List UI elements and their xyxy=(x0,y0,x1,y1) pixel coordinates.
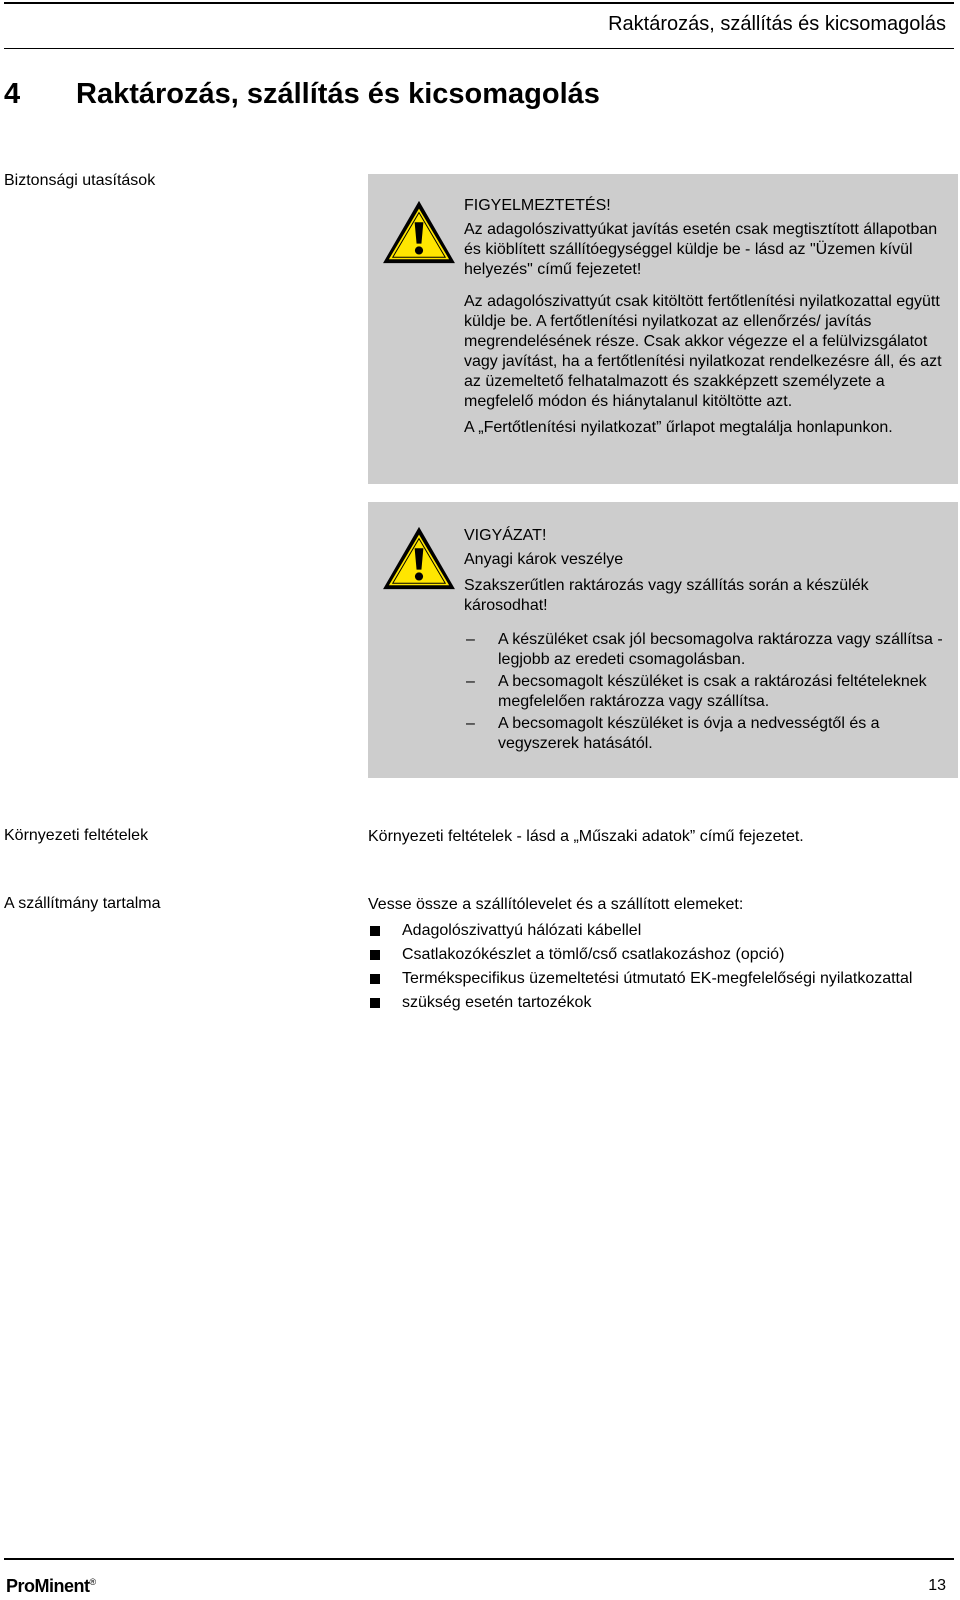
chapter-number: 4 xyxy=(4,78,21,110)
header-rule xyxy=(4,48,954,49)
prominent-logo: ProMinent® xyxy=(6,1576,96,1596)
caution-content xyxy=(464,526,944,756)
square-bullet-icon xyxy=(370,950,380,960)
list-item: Termékspecifikus üzemeltetési útmutató EK-megfelelőségi nyilatkozattal xyxy=(368,969,948,989)
warning-content xyxy=(464,196,944,444)
square-bullet-icon xyxy=(370,974,380,984)
warning-box xyxy=(368,174,958,484)
caution-subtitle: Anyagi károk veszélye xyxy=(464,551,624,568)
caution-box xyxy=(368,502,958,778)
list-item: – A becsomagolt készüléket is csak a raktározási feltételeknek megfelelően raktározza vagy szállítsa. xyxy=(464,672,944,712)
delivery-list xyxy=(368,921,948,1017)
caution-list xyxy=(464,630,944,754)
side-label-safety: Biztonsági utasítások xyxy=(4,172,156,189)
list-item: Adagolószivattyú hálózati kábellel xyxy=(368,921,948,941)
chapter-title xyxy=(4,78,600,111)
square-bullet-icon xyxy=(370,998,380,1008)
running-header: Raktározás, szállítás és kicsomagolás xyxy=(608,13,946,35)
square-bullet-icon xyxy=(370,926,380,936)
side-label-delivery: A szállítmány tartalma xyxy=(4,895,161,912)
delivery-intro: Vesse össze a szállítólevelet és a szállított elemeket: xyxy=(368,896,744,913)
caution-text: Szakszerűtlen raktározás vagy szállítás során a készülék károsodhat! xyxy=(464,577,869,614)
caution-signal-word: VIGYÁZAT! xyxy=(464,527,547,544)
list-item: – A készüléket csak jól becsomagolva raktározza vagy szállítsa - legjobb az eredeti csomagolásban. xyxy=(464,630,944,670)
list-item: szükség esetén tartozékok xyxy=(368,993,948,1013)
footer-rule xyxy=(4,1558,954,1560)
warning-paragraph-1: Az adagolószivattyúkat javítás esetén csak megtisztított állapotban és kiöblített szállítóegységgel küldje be - lásd az "Üzemen kívül helyezés" című fejezetet! xyxy=(464,221,938,278)
warning-paragraph-2: Az adagolószivattyút csak kitöltött fertőtlenítési nyilatkozattal együtt küldje be. A fertőtlenítési nyilatkozat az ellenőrzés/ javítás megrendelésének része. Csak akkor végezze el a felülvizsgálatot vagy javítást, ha a fertőtlenítési nyilatkozat rendelkezésre áll, és azt az üzemeltető felhatalmazott és szakképzett személyzete a megfelelő módon és hiánytalanul kitöltötte azt. xyxy=(464,293,942,410)
list-item: Csatlakozókészlet a tömlő/cső csatlakozáshoz (opció) xyxy=(368,945,948,965)
page-number: 13 xyxy=(928,1577,946,1594)
warning-triangle-icon xyxy=(380,524,458,592)
top-rule xyxy=(4,2,954,4)
chapter-title-text: Raktározás, szállítás és kicsomagolás xyxy=(76,78,600,110)
side-label-environment: Környezeti feltételek xyxy=(4,827,149,844)
warning-signal-word: FIGYELMEZTETÉS! xyxy=(464,197,611,214)
list-item: – A becsomagolt készüléket is óvja a nedvességtől és a vegyszerek hatásától. xyxy=(464,714,944,754)
environment-text: Környezeti feltételek - lásd a „Műszaki adatok” című fejezetet. xyxy=(368,828,804,845)
warning-triangle-icon xyxy=(380,198,458,266)
warning-paragraph-3: A „Fertőtlenítési nyilatkozat” űrlapot megtalálja honlapunkon. xyxy=(464,419,893,436)
